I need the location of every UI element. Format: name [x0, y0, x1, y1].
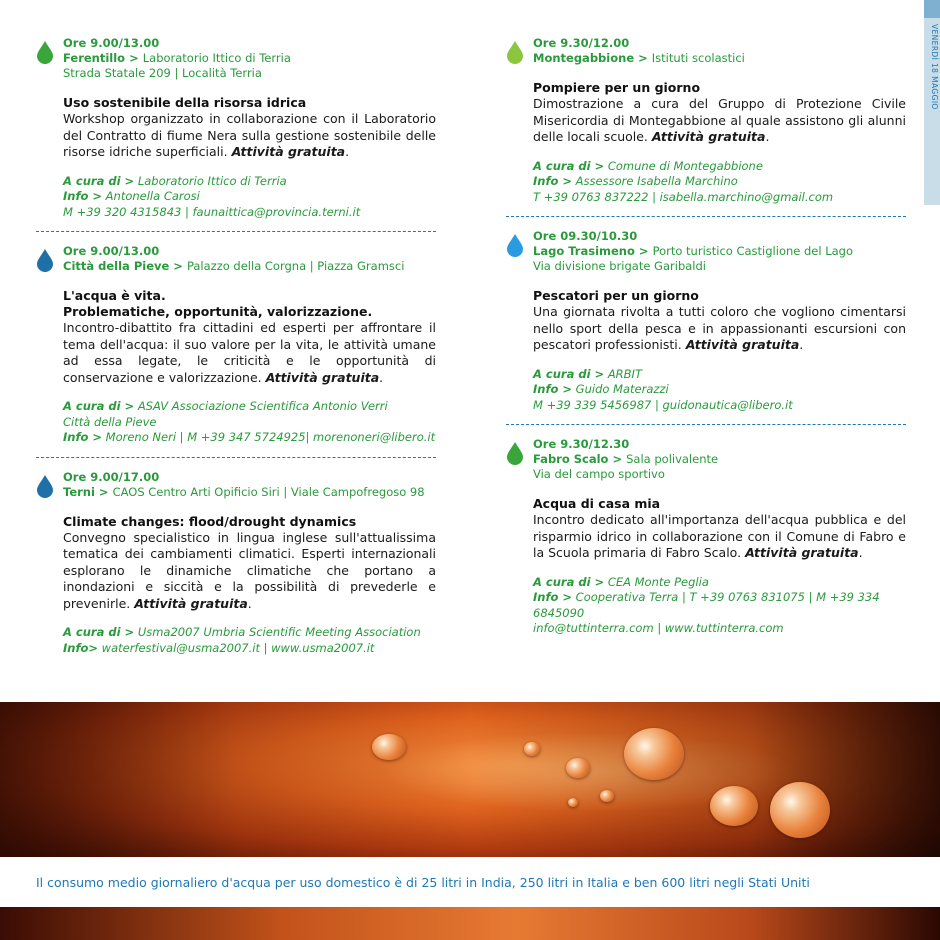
- sidebar-date-label: VENERDÌ 18 MAGGIO: [930, 24, 939, 110]
- event-address: Strada Statale 209 | Località Terria: [63, 66, 262, 80]
- event-time: Ore 9.30/12.30: [533, 437, 630, 451]
- event-title: Pescatori per un giorno: [533, 288, 699, 303]
- right-column: [506, 36, 906, 637]
- event-place: Terni: [63, 484, 95, 499]
- dashed-divider: [506, 424, 906, 425]
- water-drop-icon: [36, 474, 54, 498]
- event-terni: [36, 470, 436, 657]
- event-info: Moreno Neri | M +39 347 5724925| morenoneri@libero.it: [105, 430, 436, 444]
- event-info: Cooperativa Terra | T +39 0763 831075 | M +39 334 6845090: [533, 590, 880, 620]
- event-place: Montegabbione: [533, 51, 635, 65]
- event-organizer: CEA Monte Peglia: [607, 574, 709, 589]
- free-activity-label: Attività gratuita: [265, 369, 380, 385]
- water-bead: [566, 758, 590, 778]
- event-place-detail: Palazzo della Corgna | Piazza Gramsci: [186, 259, 405, 273]
- event-place-detail: Istituti scolastici: [651, 51, 745, 65]
- dashed-divider: [36, 231, 436, 232]
- event-description: Dimostrazione a cura del Gruppo di Protezione Civile Misericordia di Montegabbione al quale assistono gli alunni delle locali scuole. Attività gratuita.: [533, 96, 906, 144]
- water-drop-icon: [506, 233, 524, 257]
- event-info: waterfestival@usma2007.it | www.usma2007.it: [101, 640, 375, 655]
- event-contact-line: info@tuttinterra.com | www.tuttinterra.com: [533, 621, 784, 635]
- event-organizer-line2: Città della Pieve: [63, 414, 157, 429]
- event-organizer: Usma2007 Umbria Scientific Meeting Association: [137, 625, 421, 639]
- free-activity-label: Attività gratuita: [231, 144, 346, 159]
- event-description: Incontro-dibattito fra cittadini ed esperti per affrontare il tema dell'acqua: il suo valore per la vita, le attività umane ad essa legate, le criticità e le opportunità di conservazione e valorizzazione. Attività gratuita.: [63, 320, 436, 385]
- event-fabro-scalo: [506, 437, 906, 637]
- event-contact-line: M +39 320 4315843 | faunaittica@provincia.terni.it: [63, 204, 361, 219]
- event-time: Ore 9.00/13.00: [63, 36, 160, 50]
- event-organizer: ARBIT: [607, 366, 642, 381]
- sidebar-accent: [924, 0, 940, 18]
- event-contact-line: T +39 0763 837222 | isabella.marchino@gmail.com: [533, 189, 834, 204]
- water-consumption-fact: Il consumo medio giornaliero d'acqua per uso domestico è di 25 litri in India, 250 litri in Italia e ben 600 litri negli Stati Uniti: [36, 875, 810, 890]
- event-place: Fabro Scalo: [533, 452, 609, 466]
- bottom-photo-strip: [0, 907, 940, 940]
- water-drops-photo: [0, 702, 940, 857]
- event-organizer: ASAV Associazione Scientifica Antonio Verri: [137, 399, 388, 413]
- water-drop-icon: [506, 40, 524, 64]
- dashed-divider: [506, 216, 906, 217]
- free-activity-label: Attività gratuita: [651, 129, 766, 144]
- water-bead: [600, 790, 614, 802]
- event-meta: Ore 9.00/17.00 Terni > CAOS Centro Arti Opificio Siri | Viale Campofregoso 98: [63, 469, 425, 499]
- event-meta: Ore 9.00/13.00 Città della Pieve > Palazzo della Corgna | Piazza Gramsci: [63, 244, 405, 273]
- event-place-detail: Sala polivalente: [626, 452, 719, 466]
- event-time: Ore 9.00/13.00: [63, 244, 160, 258]
- event-description: Incontro dedicato all'importanza dell'acqua pubblica e del risparmio idrico in collaborazione con il Comune di Fabro e la Scuola primaria di Fabro Scalo. Attività gratuita.: [533, 512, 906, 560]
- free-activity-label: Attività gratuita: [685, 337, 800, 352]
- event-time: Ore 9.30/12.00: [533, 36, 630, 50]
- event-contacts: A cura di > Usma2007 Umbria Scientific Meeting Association Info> waterfestival@usma2007.it | www.usma2007.it: [63, 625, 421, 655]
- event-place-detail: Laboratorio Ittico di Terria: [142, 51, 291, 65]
- event-info: Antonella Carosi: [105, 189, 200, 203]
- event-meta: Ore 9.30/12.30 Fabro Scalo > Sala polivalente Via del campo sportivo: [533, 437, 906, 482]
- event-title: Acqua di casa mia: [533, 496, 661, 511]
- event-montegabbione: [506, 36, 906, 205]
- water-drop-icon: [506, 441, 524, 465]
- event-subtitle: Problematiche, opportunità, valorizzazione.: [63, 304, 373, 319]
- event-organizer: Laboratorio Ittico di Terria: [137, 173, 287, 188]
- event-place: Ferentillo: [63, 51, 126, 65]
- event-contacts: A cura di > Laboratorio Ittico di Terria Info > Antonella Carosi M +39 320 4315843 | faunaittica@provincia.terni.it: [63, 174, 436, 221]
- event-title: Uso sostenibile della risorsa idrica: [63, 95, 307, 110]
- event-address: Via divisione brigate Garibaldi: [533, 259, 706, 273]
- water-bead: [568, 798, 578, 807]
- water-drop-icon: [36, 248, 54, 272]
- water-bead: [524, 742, 540, 756]
- event-title: Climate changes: flood/drought dynamics: [63, 513, 357, 529]
- event-info: Assessore Isabella Marchino: [575, 174, 738, 188]
- sidebar-tab: [924, 0, 940, 205]
- event-description: Workshop organizzato in collaborazione con il Laboratorio del Contratto di fiume Nera sulla gestione sostenibile delle risorse idriche superficiali. Attività gratuita.: [63, 111, 436, 159]
- event-place-detail: Porto turistico Castiglione del Lago: [652, 244, 854, 258]
- event-description: Convegno specialistico in lingua inglese sull'attualissima tematica dei cambiamenti climatici. Esperti internazionali esplorano le dinamiche climatiche che portano a inondazioni e siccità e la possibilità di prevederle e prevenirle. Attività gratuita.: [63, 529, 436, 611]
- event-time: Ore 9.00/17.00: [63, 469, 160, 484]
- event-info: Guido Materazzi: [575, 382, 669, 396]
- event-title: Pompiere per un giorno: [533, 80, 701, 95]
- water-bead: [372, 734, 406, 760]
- event-place: Città della Pieve: [63, 259, 170, 273]
- event-contacts: A cura di > ASAV Associazione Scientifica Antonio Verri Città della Pieve Info > Moreno Neri | M +39 347 5724925| morenoneri@libero.it: [63, 399, 436, 444]
- event-place: Lago Trasimeno: [533, 244, 635, 258]
- event-ferentillo: [36, 36, 436, 220]
- free-activity-label: Attività gratuita: [134, 595, 248, 611]
- event-description: Una giornata rivolta a tutti coloro che vogliono cimentarsi nello sport della pesca e in appassionanti escursioni con pescatori professionisti. Attività gratuita.: [533, 304, 906, 352]
- event-title: L'acqua è vita.: [63, 288, 166, 303]
- free-activity-label: Attività gratuita: [745, 545, 859, 560]
- event-meta: Ore 9.30/12.00 Montegabbione > Istituti scolastici: [533, 36, 745, 65]
- event-meta: Ore 9.00/13.00 Ferentillo > Laboratorio Ittico di Terria Strada Statale 209 | Località Terria: [63, 36, 436, 81]
- event-contacts: A cura di > ARBIT Info > Guido Materazzi M +39 339 5456987 | guidonautica@libero.it: [533, 367, 906, 414]
- dashed-divider: [36, 457, 436, 458]
- event-organizer: Comune di Montegabbione: [607, 158, 763, 173]
- water-bead: [710, 786, 758, 826]
- event-address: Via del campo sportivo: [533, 467, 665, 481]
- event-contacts: A cura di > Comune di Montegabbione Info > Assessore Isabella Marchino T +39 0763 837222 | isabella.marchino@gmail.com: [533, 159, 906, 206]
- event-lago-trasimeno: [506, 229, 906, 413]
- water-bead: [624, 728, 684, 780]
- event-citta-della-pieve: [36, 244, 436, 446]
- left-column: [36, 36, 436, 656]
- event-contacts: A cura di > CEA Monte Peglia Info > Cooperativa Terra | T +39 0763 831075 | M +39 334 6845090 info@tuttinterra.com | www.tuttinterra.com: [533, 575, 906, 637]
- water-drop-icon: [36, 40, 54, 64]
- event-meta: Ore 09.30/10.30 Lago Trasimeno > Porto turistico Castiglione del Lago Via divisione brigate Garibaldi: [533, 229, 906, 274]
- event-place-detail: CAOS Centro Arti Opificio Siri | Viale Campofregoso 98: [112, 484, 425, 499]
- water-bead: [770, 782, 830, 838]
- event-time: Ore 09.30/10.30: [533, 229, 638, 243]
- event-contact-line: M +39 339 5456987 | guidonautica@libero.it: [533, 397, 793, 412]
